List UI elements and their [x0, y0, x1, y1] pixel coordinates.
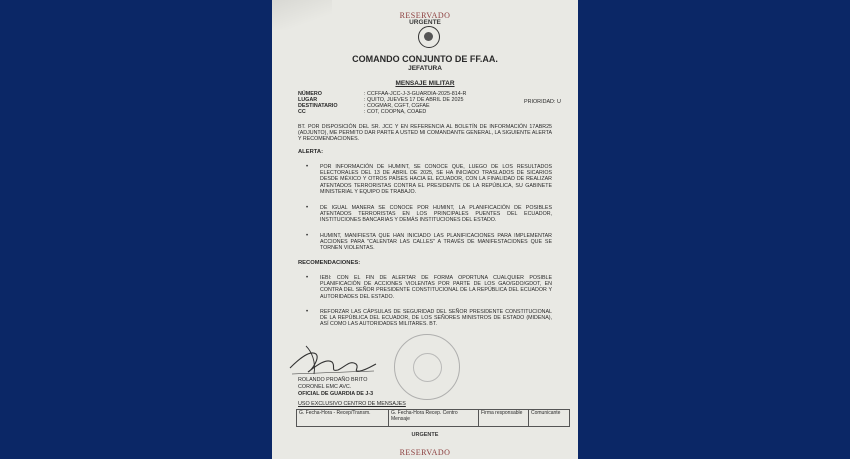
table-cell: G. Fecha-Hora Recep. Centro Mensaje	[389, 410, 479, 426]
classification-stamp-top: RESERVADO	[399, 11, 451, 20]
classification-stamp-bottom: RESERVADO	[399, 448, 451, 457]
priority-label: PRIORIDAD: U	[524, 99, 561, 105]
intro-paragraph: BT. POR DISPOSICIÓN DEL SR. JCC Y EN REFERENCIA AL BOLETÍN DE INFORMACIÓN 17ABR25 (ADJUNTO), ME PERMITO DAR PARTE A USTED MI COMANDANTE GENERAL, LA SIGUIENTE ALERTA Y RECOMENDACIONES.	[298, 124, 552, 143]
recommendation-item: IEBI: CON EL FIN DE ALERTAR DE FORMA OPORTUNA CUALQUIER POSIBLE PLANIFICACIÓN DE ACCIONES VIOLENTAS POR PARTE DE LOS GAO/GDO/GDOT, EN CONTRA DEL SEÑOR PRESIDENTE CONSTITUCIONAL DE LA REPÚBLICA DEL ECUADOR Y AUTORIDADES DEL ESTADO.	[320, 275, 552, 300]
organization-title: COMANDO CONJUNTO DE FF.AA.	[352, 54, 498, 64]
official-seal	[394, 334, 460, 400]
field-value-lugar: : QUITO, JUEVES 17 DE ABRIL DE 2025	[364, 97, 464, 103]
bullet-icon: •	[306, 205, 309, 211]
bullet-icon: •	[306, 275, 309, 281]
field-value-cc: : COT, COOPNA, COAED	[364, 109, 427, 115]
alert-heading: ALERTA:	[298, 149, 324, 155]
document-page	[272, 0, 578, 459]
signer-rank: CORONEL EMC AVC.	[298, 384, 352, 390]
field-label-destinatario: DESTINATARIO	[298, 103, 338, 109]
field-label-lugar: LUGAR	[298, 97, 318, 103]
signer-role: OFICIAL DE GUARDIA DE J-3	[298, 391, 374, 397]
signer-name: ROLANDO PROAÑO BRITO	[298, 377, 368, 383]
urgency-label-top: URGENTE	[409, 19, 441, 26]
table-cell: G. Fecha-Hora - Recep/Transm.	[297, 410, 389, 426]
message-center-table	[296, 409, 570, 427]
field-label-cc: CC	[298, 109, 306, 115]
handwritten-signature	[286, 340, 378, 378]
urgency-label-bottom: URGENTE	[411, 432, 439, 438]
table-cell: Comunicante	[531, 410, 561, 416]
bullet-icon: •	[306, 164, 309, 170]
bullet-icon: •	[306, 233, 309, 239]
table-cell: Firma responsable	[479, 410, 529, 426]
recommendations-heading: RECOMENDACIONES:	[298, 260, 361, 266]
field-label-numero: NÚMERO	[298, 91, 322, 97]
alert-item: HUMINT, MANIFIESTA QUE HAN INICIADO LAS PLANIFICACIONES PARA IMPLEMENTAR ACCIONES PARA "CALENTAR LAS CALLES" A TRAVÉS DE MANIFESTACIONES QUE SE TORNEN VIOLENTAS.	[320, 233, 552, 252]
alert-item: POR INFORMACIÓN DE HUMINT, SE CONOCE QUE, LUEGO DE LOS RESULTADOS ELECTORALES DEL 13 DE ABRIL DE 2025, SE HA INICIADO TRASLADOS DE SICARIOS DESDE MÉXICO Y OTROS PAÍSES HACIA EL ECUADOR, CON LA FINALIDAD DE REALIZAR ATENTADOS TERRORISTAS CONTRA EL PRESIDENTE DE LA REPÚBLICA, SU GABINETE MINISTERIAL Y EQUIPO DE TRABAJO.	[320, 164, 552, 195]
field-value-numero: : CCFFAA-JCC-J-3-GUARDIA-2025-814-R	[364, 91, 467, 97]
document-type: MENSAJE MILITAR	[395, 80, 455, 87]
alert-item: DE IGUAL MANERA SE CONOCE POR HUMINT, LA PLANIFICACIÓN DE POSIBLES ATENTADOS TERRORISTAS EN LOS PRINCIPALES PUENTES DEL ECUADOR, INSTITUCIONES BANCARIAS Y DEMÁS INSTITUCIONES DEL ESTADO.	[320, 205, 552, 224]
field-value-destinatario: : COGMAR, CGFT, CGFAE	[364, 103, 430, 109]
department-title: JEFATURA	[408, 65, 442, 72]
bullet-icon: •	[306, 309, 309, 315]
usage-title: USO EXCLUSIVO CENTRO DE MENSAJES	[298, 401, 406, 407]
coat-of-arms-seal	[418, 26, 440, 48]
recommendation-item: REFORZAR LAS CÁPSULAS DE SEGURIDAD DEL SEÑOR PRESIDENTE CONSTITUCIONAL DE LA REPÚBLICA DEL ECUADOR, DE LOS SEÑORES MINISTROS DE ESTADO (MIDENA), ASÍ COMO LAS AUTORIDADES MILITARES. BT.	[320, 309, 552, 328]
